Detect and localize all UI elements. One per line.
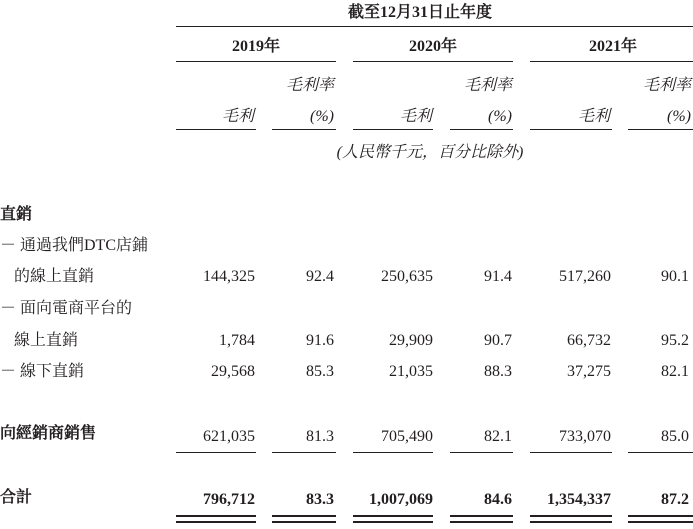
total-double-rule <box>450 515 513 523</box>
total-cell: 1,007,069 <box>369 491 433 508</box>
cell: 733,070 <box>559 428 611 445</box>
profit-header-2021: 毛利 <box>577 108 610 125</box>
cell: 1,784 <box>219 332 255 349</box>
total-double-rule <box>272 515 336 523</box>
row-label: 向經銷商銷售 <box>0 425 97 442</box>
pct-header-2019: (%) <box>310 108 334 125</box>
year-2020: 2020年 <box>408 38 457 55</box>
row-label: － 線下直銷 <box>0 363 85 380</box>
cell: 90.7 <box>484 332 512 349</box>
cell: 91.4 <box>484 268 512 285</box>
year-rule-2020 <box>353 61 513 62</box>
cell: 85.3 <box>306 363 334 380</box>
row-label: 的線上直銷 <box>14 268 95 285</box>
cell: 705,490 <box>381 428 433 445</box>
year-2021: 2021年 <box>588 38 637 55</box>
col-rule <box>628 129 693 130</box>
cell: 21,035 <box>389 363 433 380</box>
row-label: － 通過我們DTC店鋪 <box>0 237 149 254</box>
cell: 81.3 <box>306 428 334 445</box>
row-label: － 面向電商平台的 <box>0 300 133 317</box>
pct-header-2020: (%) <box>488 108 512 125</box>
total-double-rule <box>628 515 693 523</box>
row-label: 線上直銷 <box>14 332 79 349</box>
cell: 91.6 <box>306 332 334 349</box>
subtotal-rule <box>176 452 256 453</box>
cell: 621,035 <box>203 428 255 445</box>
cell: 29,909 <box>389 332 433 349</box>
col-rule <box>353 129 433 130</box>
total-cell: 1,354,337 <box>547 491 611 508</box>
cell: 88.3 <box>484 363 512 380</box>
year-2019: 2019年 <box>231 38 280 55</box>
margin-header-2020: 毛利率 <box>463 77 512 94</box>
cell: 82.1 <box>484 428 512 445</box>
pct-header-2021: (%) <box>667 108 691 125</box>
cell: 85.0 <box>661 428 689 445</box>
subtotal-rule <box>353 452 433 453</box>
margin-header-2021: 毛利率 <box>642 77 691 94</box>
cell: 66,732 <box>567 332 611 349</box>
header-rule <box>176 26 693 27</box>
cell: 29,568 <box>211 363 255 380</box>
subtotal-rule <box>450 452 513 453</box>
cell: 250,635 <box>381 268 433 285</box>
cell: 144,325 <box>203 268 255 285</box>
subtotal-rule <box>628 452 693 453</box>
subtotal-rule <box>530 452 612 453</box>
cell: 95.2 <box>661 332 689 349</box>
total-label: 合計 <box>0 489 33 506</box>
total-double-rule <box>353 515 433 523</box>
year-rule-2019 <box>176 61 336 62</box>
total-cell: 83.3 <box>306 491 334 508</box>
col-rule <box>530 129 612 130</box>
subtotal-rule <box>272 452 336 453</box>
total-double-rule <box>176 515 256 523</box>
cell: 82.1 <box>661 363 689 380</box>
cell: 90.1 <box>661 268 689 285</box>
unit-note: (人民幣千元，百分比除外) <box>336 144 524 161</box>
total-cell: 87.2 <box>661 491 689 508</box>
period-header: 截至12月31日止年度 <box>347 4 492 21</box>
cell: 517,260 <box>559 268 611 285</box>
margin-header-2019: 毛利率 <box>285 77 334 94</box>
total-double-rule <box>530 515 612 523</box>
total-cell: 796,712 <box>203 491 255 508</box>
year-rule-2021 <box>530 61 693 62</box>
profit-header-2020: 毛利 <box>399 108 432 125</box>
cell: 92.4 <box>306 268 334 285</box>
col-rule <box>176 129 256 130</box>
cell: 37,275 <box>567 363 611 380</box>
profit-header-2019: 毛利 <box>221 108 254 125</box>
total-cell: 84.6 <box>484 491 512 508</box>
direct-sales-title: 直銷 <box>0 206 33 223</box>
col-rule <box>272 129 336 130</box>
col-rule <box>450 129 513 130</box>
